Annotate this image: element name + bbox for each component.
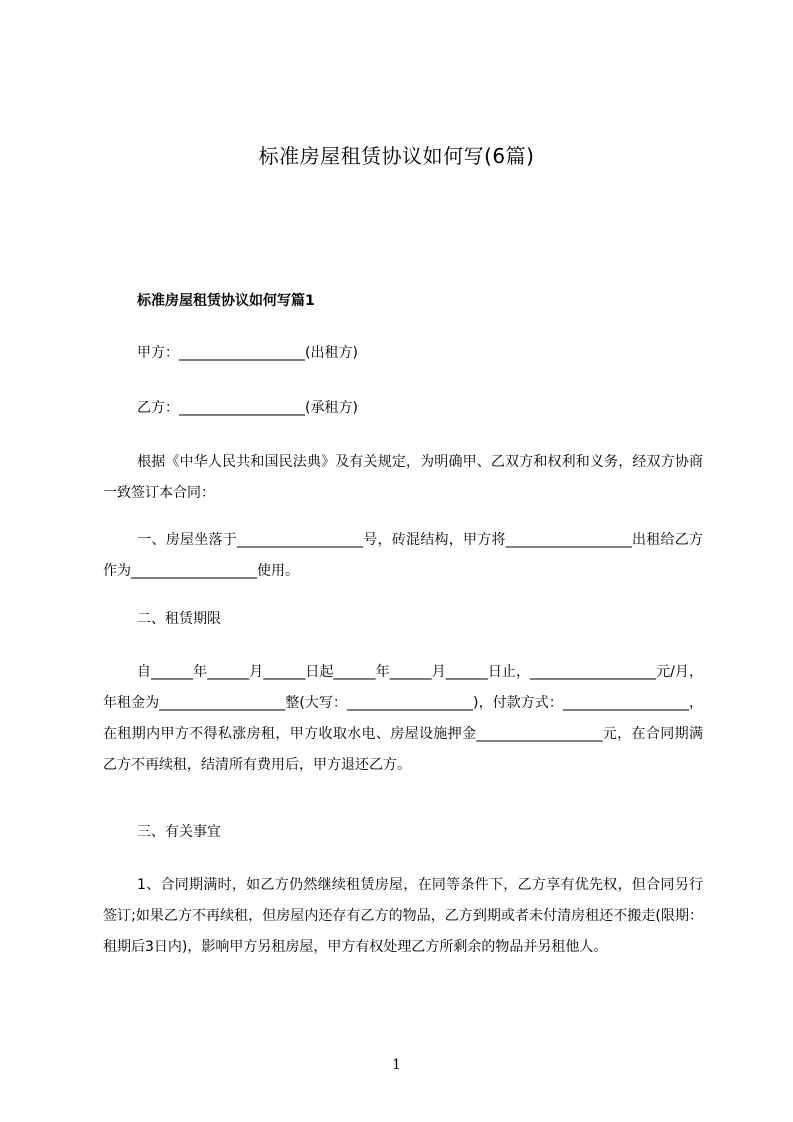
- preamble-paragraph: [103, 447, 703, 509]
- document-title: 标准房屋租赁协议如何写(6篇): [258, 144, 535, 168]
- clause-one-paragraph: [103, 525, 703, 587]
- party-b-line: 乙方：__________________(承租方): [137, 400, 358, 416]
- clause-two-text: 自______年______月______日起______年______月______日止，__________________元/月，年租金为__________________整(大写：__________________)，付款方式：__________________，在租期内甲方不得私涨房租，甲方收取水电、房屋设施押金__________________元，在合同期满乙方不再续租，结清所有费用后，甲方退还乙方。: [103, 664, 703, 773]
- clause-two-heading: 二、租赁期限: [137, 611, 221, 627]
- page-number: 1: [392, 1057, 401, 1073]
- clause-two-paragraph: [103, 657, 703, 781]
- clause-three-item-1-paragraph: [103, 870, 703, 963]
- clause-three-heading: 三、有关事宜: [137, 824, 221, 840]
- clause-one-text: 一、房屋坐落于__________________号，砖混结构，甲方将__________________出租给乙方作为__________________使用。: [103, 532, 703, 579]
- party-a-line: 甲方：__________________(出租方): [137, 345, 358, 361]
- clause-three-item-1-text: 1、合同期满时，如乙方仍然继续租赁房屋，在同等条件下，乙方享有优先权，但合同另行签订;如果乙方不再续租，但房屋内还存有乙方的物品，乙方到期或者未付清房租还不搬走(限期：租期后3日内)，影响甲方另租房屋，甲方有权处理乙方所剩余的物品并另租他人。: [103, 877, 703, 955]
- section-heading: 标准房屋租赁协议如何写篇1: [137, 293, 315, 309]
- preamble-text: 根据《中华人民共和国民法典》及有关规定，为明确甲、乙双方和权利和义务，经双方协商一致签订本合同：: [103, 454, 703, 501]
